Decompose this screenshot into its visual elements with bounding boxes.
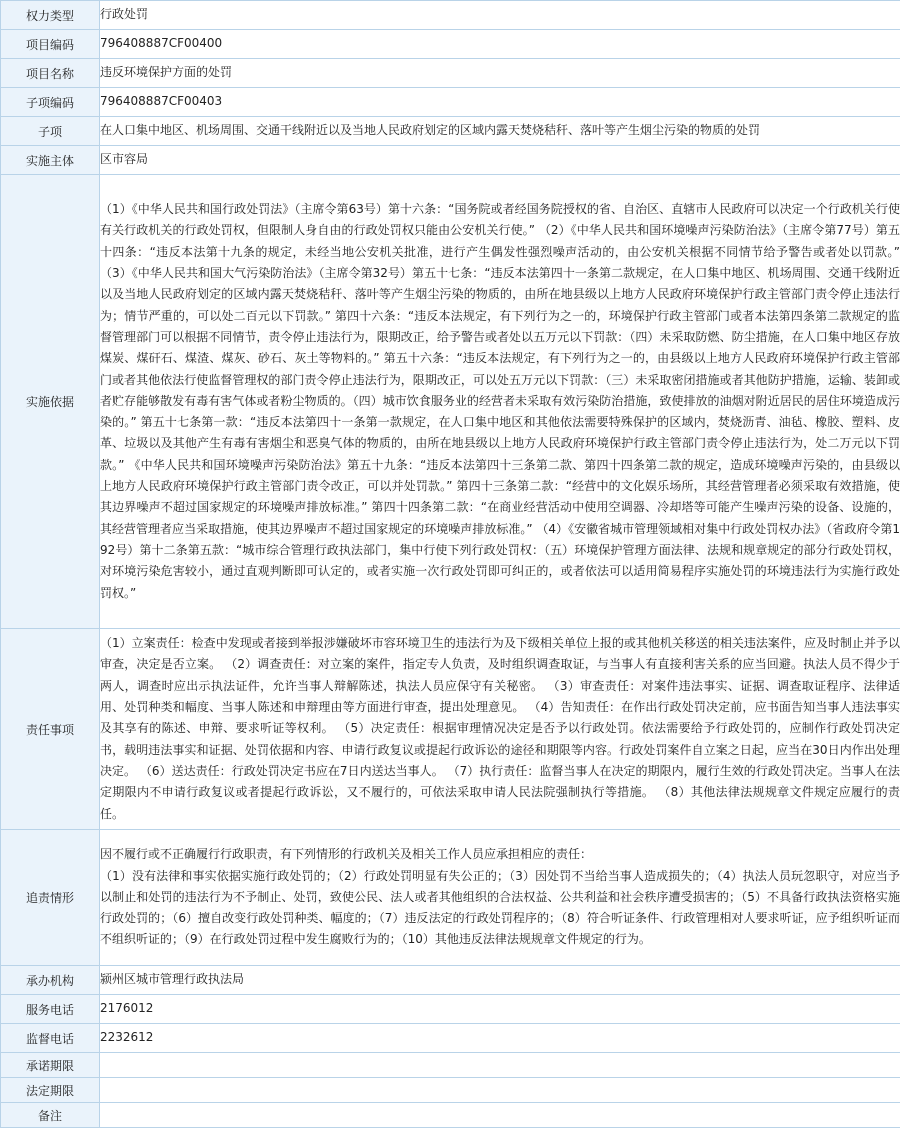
label-statutory-period: 法定期限 [1,1078,100,1103]
label-promised-period: 承诺期限 [1,1053,100,1078]
row-project-name [1,59,900,88]
label-handling-agency: 承办机构 [1,966,100,995]
row-promised-period [1,1053,900,1078]
label-accountability: 追责情形 [1,830,100,966]
row-service-phone [1,995,900,1024]
value-project-code: 796408887CF00400 [100,30,900,59]
label-remarks: 备注 [1,1103,100,1128]
value-supervision-phone: 2232612 [100,1024,900,1053]
label-responsibilities: 责任事项 [1,629,100,830]
value-handling-agency: 颍州区城市管理行政执法局 [100,966,900,995]
label-subitem-code: 子项编码 [1,88,100,117]
label-service-phone: 服务电话 [1,995,100,1024]
row-implementing-body [1,146,900,175]
value-service-phone: 2176012 [100,995,900,1024]
row-handling-agency [1,966,900,995]
row-supervision-phone [1,1024,900,1053]
value-accountability: 因不履行或不正确履行行政职责，有下列情形的行政机关及相关工作人员应承担相应的责任： （1）没有法律和事实依据实施行政处罚的；（2）行政处罚明显有失公正的；（3）因处罚不当给当事人造成损失的；（4）执法人员玩忽职守，对应当予以制止和处罚的违法行为不予制止、处罚，致使公民、法人或者其他组织的合法权益、公共利益和社会秩序遭受损害的；（5）不具备行政执法资格实施行政处罚的；（6）擅自改变行政处罚种类、幅度的；（7）违反法定的行政处罚程序的；（8）符合听证条件、行政管理相对人要求听证，应予组织听证而不组织听证的；（9）在行政处罚过程中发生腐败行为的；（10）其他违反法律法规规章文件规定的行为。 [100,830,900,966]
label-subitem: 子项 [1,117,100,146]
value-power-type: 行政处罚 [100,1,900,30]
value-subitem: 在人口集中地区、机场周围、交通干线附近以及当地人民政府划定的区域内露天焚烧秸秆、落叶等产生烟尘污染的物质的处罚 [100,117,900,146]
value-legal-basis: （1）《中华人民共和国行政处罚法》（主席令第63号）第十六条：“国务院或者经国务院授权的省、自治区、直辖市人民政府可以决定一个行政机关行使有关行政机关的行政处罚权，但限制人身自由的行政处罚权只能由公安机关行使。” （2）《中华人民共和国环境噪声污染防治法》（主席令第77号）第五十四条：“违反本法第十九条的规定，未经当地公安机关批准，进行产生偶发性强烈噪声活动的，由公安机关根据不同情节给予警告或者处以罚款。” （3）《中华人民共和国大气污染防治法》（主席令第32号）第五十七条：“违反本法第四十一条第二款规定，在人口集中地区、机场周围、交通干线附近以及当地人民政府划定的区域内露天焚烧秸秆、落叶等产生烟尘污染的物质的，由所在地县级以上地方人民政府环境保护行政主管部门责令停止违法行为；情节严重的，可以处二百元以下罚款。” 第四十六条：“违反本法规定，有下列行为之一的，环境保护行政主管部门或者本法第四条第二款规定的监督管理部门可以根据不同情节，责令停止违法行为，限期改正，给予警告或者处以五万元以下罚款：（四）未采取防燃、防尘措施，在人口集中地区存放煤炭、煤矸石、煤渣、煤灰、砂石、灰土等物料的。” 第五十六条：“违反本法规定，有下列行为之一的，由县级以上地方人民政府环境保护行政主管部门或者其他依法行使监督管理权的部门责令停止违法行为，限期改正，可以处五万元以下罚款：（三）未采取密闭措施或者其他防护措施，运输、装卸或者贮存能够散发有毒有害气体或者粉尘物质的。（四）城市饮食服务业的经营者未采取有效污染防治措施，致使排放的油烟对附近居民的居住环境造成污染的。” 第五十七条第一款：“违反本法第四十一条第一款规定，在人口集中地区和其他依法需要特殊保护的区域内，焚烧沥青、油毡、橡胶、塑料、皮革、垃圾以及其他产生有毒有害烟尘和恶臭气体的物质的，由所在地县级以上地方人民政府环境保护行政主管部门责令停止违法行为，处二万元以下罚款。” 《中华人民共和国环境噪声污染防治法》第五十九条：“违反本法第四十三条第二款、第四十四条第二款的规定，造成环境噪声污染的，由县级以上地方人民政府环境保护行政主管部门责令改正，可以并处罚款。” 第四十三条第二款：“经营中的文化娱乐场所，其经营管理者必须采取有效措施，使其边界噪声不超过国家规定的环境噪声排放标准。” 第四十四条第二款：“在商业经营活动中使用空调器、冷却塔等可能产生噪声污染的设备、设施的，其经营管理者应当采取措施，使其边界噪声不超过国家规定的环境噪声排放标准。” （4）《安徽省城市管理领域相对集中行政处罚权办法》（省政府令第192号）第十二条第五款：“城市综合管理行政执法部门，集中行使下列行政处罚权：（五）环境保护管理方面法律、法规和规章规定的部分行政处罚权，对环境污染危害较小，通过直观判断即可认定的，或者实施一次行政处罚即可纠正的，或者依法可以适用简易程序实施处罚的环境违法行为实施行政处罚权。” [100,175,900,629]
label-implementing-body: 实施主体 [1,146,100,175]
row-subitem [1,117,900,146]
row-responsibilities [1,629,900,830]
value-responsibilities: （1）立案责任：检查中发现或者接到举报涉嫌破坏市容环境卫生的违法行为及下级相关单位上报的或其他机关移送的相关违法案件，应及时制止并予以审查，决定是否立案。 （2）调查责任：对立案的案件，指定专人负责，及时组织调查取证，与当事人有直接利害关系的应当回避。执法人员不得少于两人，调查时应出示执法证件，允许当事人辩解陈述，执法人员应保守有关秘密。 （3）审查责任：对案件违法事实、证据、调查取证程序、法律适用、处罚种类和幅度、当事人陈述和申辩理由等方面进行审查，提出处理意见。 （4）告知责任：在作出行政处罚决定前，应书面告知当事人违法事实及其享有的陈述、申辩、要求听证等权利。 （5）决定责任：根据审理情况决定是否予以行政处罚。依法需要给予行政处罚的，应制作行政处罚决定书，载明违法事实和证据、处罚依据和内容、申请行政复议或提起行政诉讼的途径和期限等内容。行政处罚案件自立案之日起，应当在30日内作出处理决定。 （6）送达责任：行政处罚决定书应在7日内送达当事人。 （7）执行责任：监督当事人在决定的期限内，履行生效的行政处罚决定。当事人在法定期限内不申请行政复议或者提起行政诉讼，又不履行的，可依法采取申请人民法院强制执行等措施。 （8）其他法律法规规章文件规定应履行的责任。 [100,629,900,830]
label-project-name: 项目名称 [1,59,100,88]
row-statutory-period [1,1078,900,1103]
row-remarks [1,1103,900,1128]
label-supervision-phone: 监督电话 [1,1024,100,1053]
value-implementing-body: 区市容局 [100,146,900,175]
label-project-code: 项目编码 [1,30,100,59]
row-project-code [1,30,900,59]
row-accountability [1,830,900,966]
row-power-type [1,1,900,30]
row-legal-basis [1,175,900,629]
label-legal-basis: 实施依据 [1,175,100,629]
value-project-name: 违反环境保护方面的处罚 [100,59,900,88]
value-remarks [100,1103,900,1128]
value-subitem-code: 796408887CF00403 [100,88,900,117]
label-power-type: 权力类型 [1,1,100,30]
value-promised-period [100,1053,900,1078]
row-subitem-code [1,88,900,117]
value-statutory-period [100,1078,900,1103]
